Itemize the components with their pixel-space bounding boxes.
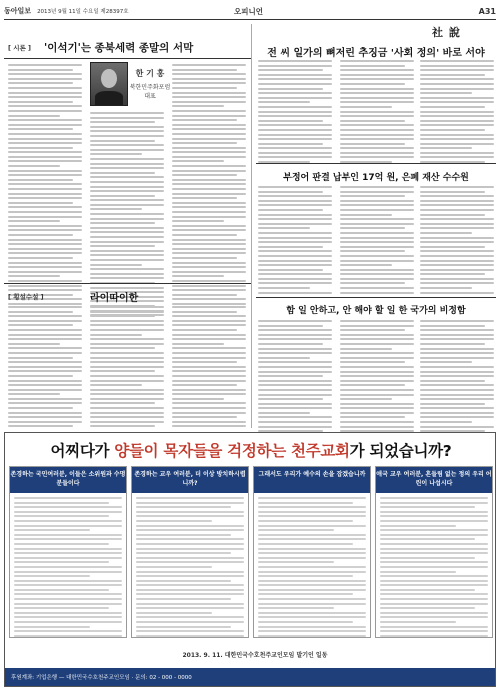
- editorial-hanja-mark: 社 說: [432, 26, 461, 39]
- editorial2-text-a: [258, 186, 332, 296]
- ad-column-3: [253, 466, 371, 638]
- author-body: [95, 91, 124, 105]
- ad-contact-strip: 후원계좌: 기업은행 — 대한민국수호천주교인모임 · 문의: 02 - 000 - 0000: [5, 668, 495, 686]
- ad-column-4: [375, 466, 493, 638]
- column-headline: '이석기'는 종북세력 종말의 서막: [44, 42, 194, 54]
- bottom-column-headline: 라이따이한: [90, 293, 139, 304]
- column-rule: [4, 58, 252, 59]
- author-title: 북한민주화포럼 대표: [129, 84, 171, 100]
- author-name: 한 기 홍: [135, 69, 165, 78]
- column-text-a: [8, 64, 82, 307]
- header-rule: [4, 19, 496, 20]
- editorial-rule-2: [256, 297, 496, 298]
- editorial1-text-a: [258, 60, 332, 166]
- ad-column-4-head: 애국 교우 여러분, 흔들림 없는 정의 우리 어린이 나섭시다: [376, 467, 492, 493]
- editorial1-text-b: [340, 60, 414, 166]
- page-number: A31: [478, 6, 496, 16]
- column-text-c: [172, 64, 246, 307]
- ad-column-1: [9, 466, 127, 638]
- column-separator: [251, 24, 252, 428]
- editorial2-text-b: [340, 186, 414, 296]
- page-header: [4, 4, 496, 18]
- ad-title-suffix: 가 되었습니까?: [349, 442, 452, 460]
- editorial2-text-c: [420, 186, 494, 296]
- issue-date: 2013년 9월 11일 수요일 제28397호: [37, 9, 129, 15]
- editorial3-text-c: [420, 320, 494, 435]
- bottom-column-label: [ 횡설수설 ]: [8, 293, 44, 301]
- ad-column-1-head: 존경하는 국민여러분, 이들은 소위원과 수명 분들이다: [10, 467, 126, 493]
- column-divider: [4, 283, 252, 284]
- ad-column-2-head: 존경하는 교우 여러분, 더 이상 방치하시렵니까?: [132, 467, 248, 493]
- editorial-headline-3: 함 일 안하고, 안 해야 할 일 한 국가의 비정함: [286, 306, 466, 316]
- ad-column-3-head: 그래서도 우리가 예수의 손을 잡겠습니까: [254, 467, 370, 493]
- ad-column-3-text: [258, 497, 366, 637]
- advertisement: [4, 432, 496, 687]
- bottom-text-a: [8, 306, 82, 430]
- ad-footer: 2013. 9. 11. 대한민국수호천주교인모임 발기인 일동: [182, 652, 328, 659]
- column-text-b: [90, 112, 164, 319]
- ad-title-prefix: 어찌다가: [50, 442, 115, 460]
- bottom-text-c: [172, 306, 246, 430]
- newspaper-logo: 동아일보: [4, 6, 32, 15]
- editorial-rule-1: [256, 163, 496, 164]
- column-label: [ 시론 ]: [8, 44, 32, 52]
- ad-title-emphasis: 양들이 목자들을 걱정하는 천주교회: [114, 442, 350, 460]
- editorial1-text-c: [420, 60, 494, 166]
- bottom-text-b: [90, 306, 164, 430]
- author-face: [101, 69, 117, 88]
- author-photo: [90, 62, 128, 106]
- ad-column-2-text: [136, 497, 244, 637]
- editorial-headline-1: 전 씨 일가의 뼈저린 추징금 '사회 정의' 바로 서야: [267, 48, 485, 59]
- editorial3-text-b: [340, 320, 414, 435]
- ad-title: [11, 439, 491, 461]
- ad-column-1-text: [14, 497, 122, 637]
- editorial3-text-a: [258, 320, 332, 435]
- section-title: 오피니언: [234, 6, 263, 16]
- ad-column-2: [131, 466, 249, 638]
- editorial-headline-2: 부정어 판결 납부인 17억 원, 은폐 재산 수수원: [283, 173, 469, 183]
- ad-column-4-text: [380, 497, 488, 637]
